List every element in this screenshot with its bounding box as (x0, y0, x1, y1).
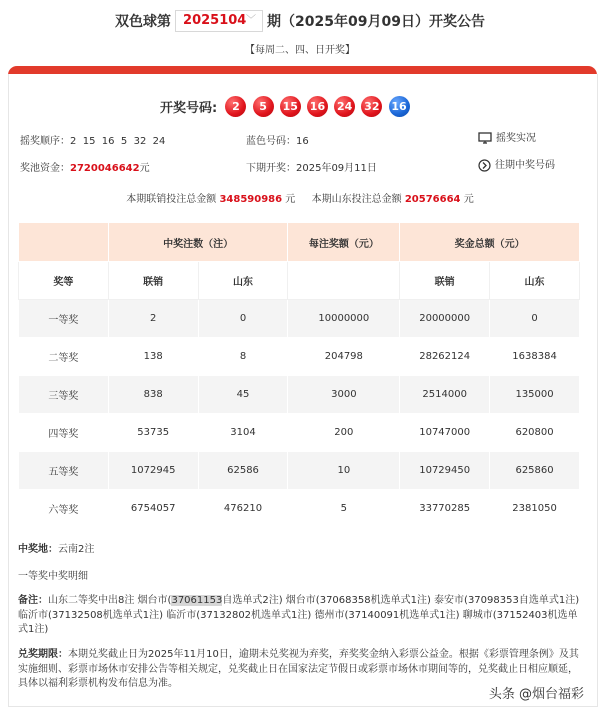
next-draw-value: 2025年09月11日 (296, 163, 377, 174)
remark-label: 备注： (18, 595, 48, 606)
blue-number-label: 蓝色号码： (246, 136, 296, 147)
table-row (19, 300, 580, 338)
count-shandong: 3104 (198, 414, 288, 452)
arrow-circle-icon (478, 159, 491, 172)
winning-numbers (160, 96, 410, 118)
prize-table (18, 222, 580, 528)
count-national: 1072945 (108, 452, 198, 490)
header-national: 联销 (400, 262, 490, 300)
total-national: 10747000 (400, 414, 490, 452)
prize-pool-unit: 元 (139, 163, 150, 174)
header-cell (19, 223, 109, 262)
count-national: 53735 (108, 414, 198, 452)
count-national: 2 (108, 300, 198, 338)
per-bet-prize: 3000 (288, 376, 400, 414)
first-prize-detail: 一等奖中奖明细 (18, 571, 88, 582)
prize-level: 五等奖 (19, 452, 109, 490)
header-total-prize: 奖金总额（元） (400, 223, 580, 262)
table-row (19, 338, 580, 376)
monitor-icon (478, 132, 492, 144)
prize-level: 六等奖 (19, 490, 109, 528)
blue-number (246, 132, 309, 147)
draw-order (20, 132, 165, 147)
issue-value: 2025104 (183, 13, 247, 28)
prize-level: 四等奖 (19, 414, 109, 452)
prize-level: 三等奖 (19, 376, 109, 414)
count-shandong: 62586 (198, 452, 288, 490)
expiry-label: 兑奖期限： (18, 649, 68, 660)
remark-highlight: 37061153 (171, 595, 223, 606)
shandong-sales-value: 20576664 (404, 194, 461, 205)
winning-numbers-label: 开奖号码: (160, 101, 218, 116)
live-video-link[interactable] (478, 129, 536, 144)
live-video-label: 摇奖实况 (496, 133, 536, 144)
total-shandong: 135000 (490, 376, 580, 414)
count-shandong: 0 (198, 300, 288, 338)
table-row (19, 414, 580, 452)
count-shandong: 45 (198, 376, 288, 414)
next-draw-label: 下期开奖： (246, 163, 296, 174)
per-bet-prize: 10 (288, 452, 400, 490)
red-ball: 32 (361, 96, 382, 117)
count-shandong: 476210 (198, 490, 288, 528)
title-suffix: 期（2025年09月09日）开奖公告 (267, 14, 485, 30)
table-row (19, 376, 580, 414)
announcement-title (0, 10, 600, 36)
header-shandong: 山东 (198, 262, 288, 300)
per-bet-prize: 204798 (288, 338, 400, 376)
winning-place-value: 云南2注 (58, 544, 95, 555)
title-prefix: 双色球第 (115, 14, 172, 30)
prize-pool (20, 159, 150, 174)
prize-pool-value: 2720046642 (70, 163, 140, 174)
count-shandong: 8 (198, 338, 288, 376)
header-cell (288, 262, 400, 300)
table-row (19, 490, 580, 528)
total-shandong: 0 (490, 300, 580, 338)
blue-ball: 16 (389, 96, 410, 117)
per-bet-prize: 10000000 (288, 300, 400, 338)
per-bet-prize: 200 (288, 414, 400, 452)
total-national: 10729450 (400, 452, 490, 490)
red-ball: 24 (334, 96, 355, 117)
header-winner-count: 中奖注数（注） (108, 223, 288, 262)
total-shandong: 625860 (490, 452, 580, 490)
header-level: 奖等 (19, 262, 109, 300)
prize-pool-label: 奖池资金： (20, 163, 70, 174)
prize-level: 二等奖 (19, 338, 109, 376)
watermark: 头条 @烟台福彩 (488, 687, 584, 702)
total-shandong: 2381050 (490, 490, 580, 528)
per-bet-prize: 5 (288, 490, 400, 528)
count-national: 838 (108, 376, 198, 414)
total-national: 20000000 (400, 300, 490, 338)
header-per-bet: 每注奖额（元） (288, 223, 400, 262)
remark (18, 594, 584, 638)
red-ball: 5 (253, 96, 274, 117)
header-national: 联销 (108, 262, 198, 300)
total-national: 28262124 (400, 338, 490, 376)
red-ball: 2 (225, 96, 246, 117)
winning-place-label: 中奖地： (18, 544, 58, 555)
shandong-sales-label: 本期山东投注总金额 (311, 194, 402, 205)
expiry-text: 本期兑奖截止日为2025年11月10日，逾期未兑奖视为弃奖，弃奖奖金纳入彩票公益金。根据《彩票管理条例》及其实施细则、彩票市场休市安排公告等相关规定，兑奖截止日在国家法定节假日或彩票市场休市期间等的，兑奖截止日相应顺延，具体以福利彩票机构发布信息为准。 (18, 649, 579, 689)
national-sales-label: 本期联销投注总金额 (126, 194, 217, 205)
table-row (19, 452, 580, 490)
national-sales-value: 348590986 (219, 194, 283, 205)
prize-level: 一等奖 (19, 300, 109, 338)
issue-select[interactable] (175, 10, 263, 32)
blue-number-value: 16 (296, 136, 309, 147)
count-national: 6754057 (108, 490, 198, 528)
total-shandong: 1638384 (490, 338, 580, 376)
draw-order-label: 摇奖顺序： (20, 136, 70, 147)
history-link[interactable] (478, 156, 555, 172)
history-label: 往期中奖号码 (495, 160, 555, 171)
national-sales-unit: 元 (285, 194, 296, 205)
total-shandong: 620800 (490, 414, 580, 452)
draw-schedule: 【每周二、四、日开奖】 (245, 45, 355, 56)
total-national: 2514000 (400, 376, 490, 414)
header-shandong: 山东 (490, 262, 580, 300)
total-national: 33770285 (400, 490, 490, 528)
chevron-down-icon: ﹀ (246, 15, 257, 26)
sales-summary (0, 190, 600, 205)
next-draw (246, 159, 377, 174)
count-national: 138 (108, 338, 198, 376)
red-ball: 16 (307, 96, 328, 117)
draw-order-value: 2 15 16 5 32 24 (70, 136, 166, 147)
remark-text: 自选单式2注) 烟台市(37068358机选单式1注) 泰安市(37098353自选单式1注) 临沂市(37132508机选单式1注) 临沂市(37132802机选单式1注) 德州市(37140091机选单式1注) 聊城市(37152403机选单式1注) (18, 595, 580, 635)
shandong-sales-unit: 元 (463, 194, 474, 205)
winning-place (18, 543, 584, 558)
remark-text: 山东二等奖中出8注 烟台市( (48, 595, 172, 606)
red-ball: 15 (280, 96, 301, 117)
